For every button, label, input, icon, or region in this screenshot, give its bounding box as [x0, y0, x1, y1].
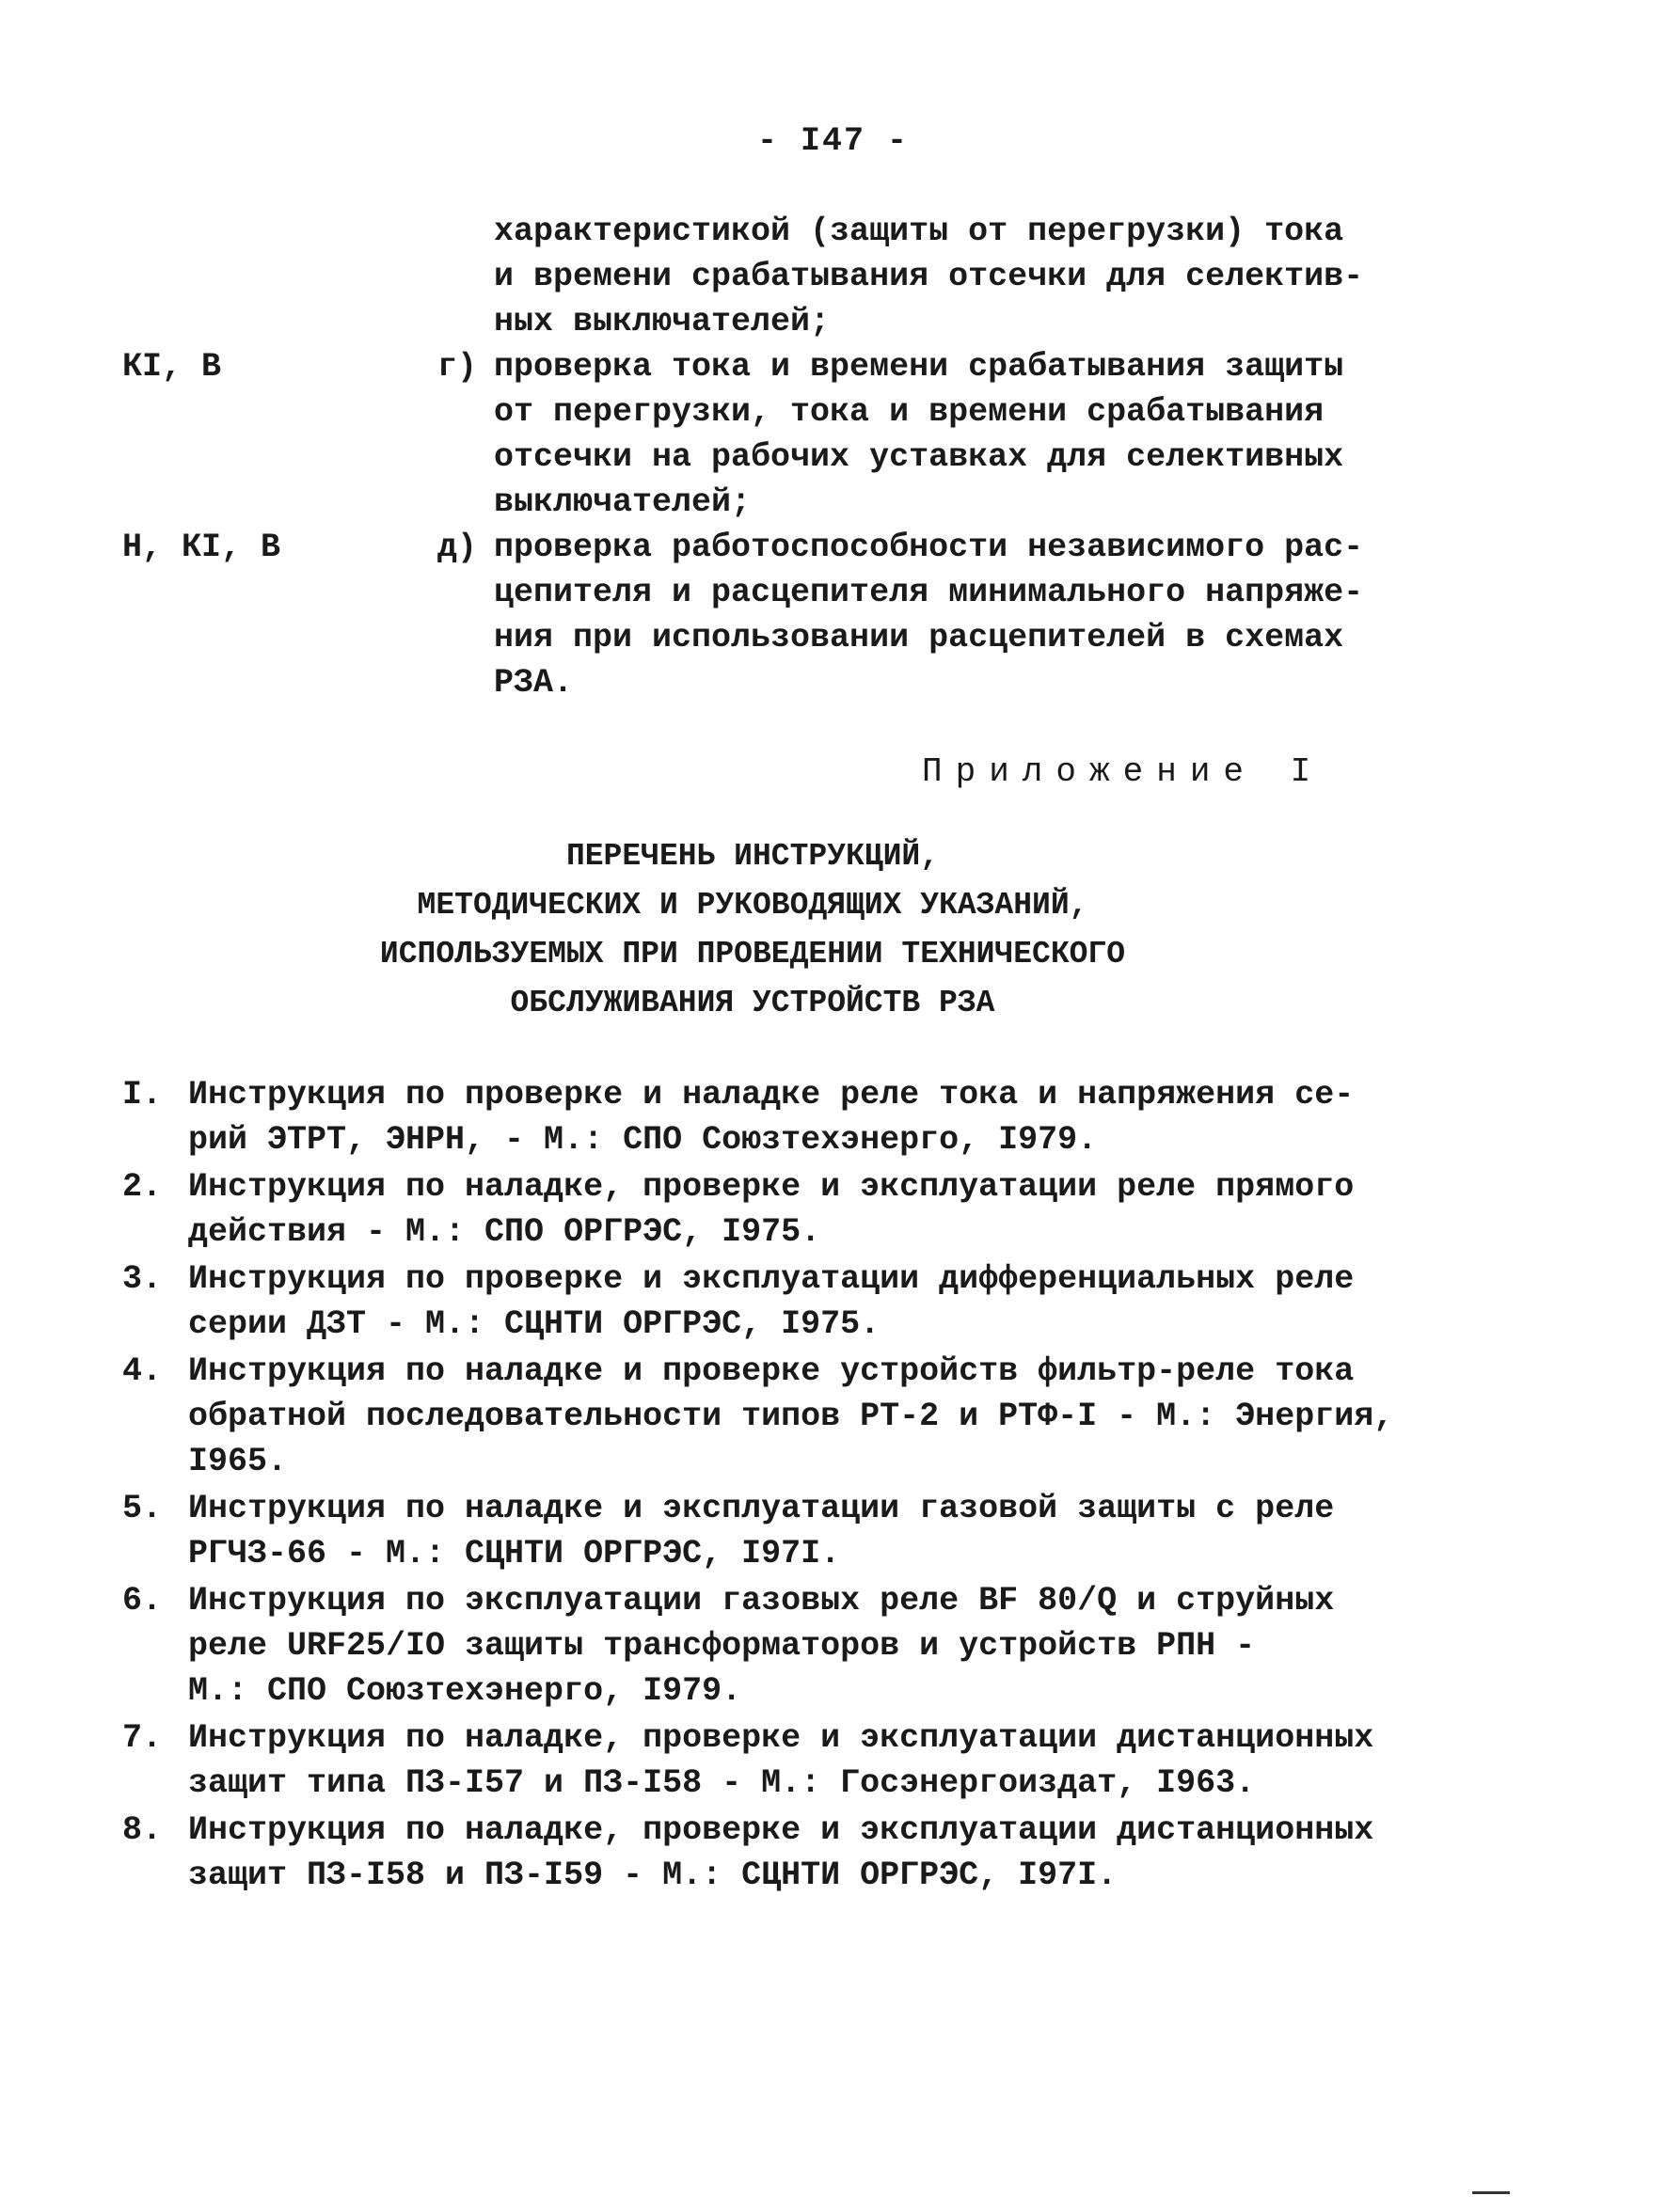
- text-line: ния при использовании расцепителей в схемах: [494, 619, 1344, 656]
- text-line: ных выключателей;: [494, 303, 831, 340]
- item-line: Инструкция по наладке и эксплуатации газовой защиты с реле: [188, 1490, 1335, 1527]
- item-codes: КI, В: [122, 348, 222, 386]
- item-line: рий ЭТРТ, ЭНРН, - М.: СПО Союзтехэнерго, I979.: [188, 1121, 1098, 1159]
- item-line: обратной последовательности типов РТ-2 и РТФ-I - М.: Энергия,: [188, 1398, 1394, 1435]
- text-line: и времени срабатывания отсечки для селектив-: [494, 258, 1364, 295]
- item-d: [0, 525, 1666, 705]
- list-item: [0, 1164, 1666, 1255]
- section-heading: [0, 832, 1505, 1028]
- text-line: цепителя и расцепителя минимального напряже-: [494, 574, 1364, 611]
- item-number: 6.: [122, 1582, 163, 1620]
- item-line: Инструкция по наладке, проверке и эксплуатации дистанционных: [188, 1811, 1374, 1849]
- list-item: [0, 1808, 1666, 1898]
- item-line: Инструкция по эксплуатации газовых реле BF 80/Q и струйных: [188, 1582, 1335, 1620]
- heading-line: МЕТОДИЧЕСКИХ И РУКОВОДЯЩИХ УКАЗАНИЙ,: [417, 888, 1088, 923]
- item-line: реле URF25/IO защиты трансформаторов и устройств РПН -: [188, 1627, 1256, 1665]
- item-codes: Н, КI, В: [122, 529, 281, 566]
- text-line: РЗА.: [494, 664, 574, 702]
- heading-line: ИСПОЛЬЗУЕМЫХ ПРИ ПРОВЕДЕНИИ ТЕХНИЧЕСКОГО: [379, 937, 1126, 972]
- item-line: I965.: [188, 1443, 288, 1480]
- list-item: [0, 1578, 1666, 1714]
- item-number: 7.: [122, 1719, 163, 1757]
- item-line: Инструкция по проверке и эксплуатации дифференциальных реле: [188, 1260, 1355, 1298]
- corner-mark: [1472, 2191, 1510, 2194]
- item-line: защит ПЗ-I58 и ПЗ-I59 - М.: СЦНТИ ОРГРЭС, I97I.: [188, 1856, 1118, 1894]
- text-line: отсечки на рабочих уставках для селективных: [494, 438, 1344, 476]
- text-line: проверка тока и времени срабатывания защиты: [494, 348, 1344, 386]
- item-number: 8.: [122, 1811, 163, 1849]
- item-g: [0, 344, 1666, 525]
- item-number: 4.: [122, 1352, 163, 1390]
- item-line: М.: СПО Союзтехэнерго, I979.: [188, 1672, 742, 1710]
- text-line: выключателей;: [494, 483, 752, 521]
- list-item: [0, 1349, 1666, 1484]
- appendix-label: Приложение I: [922, 752, 1325, 791]
- item-number: 3.: [122, 1260, 163, 1298]
- item-line: серии ДЗТ - М.: СЦНТИ ОРГРЭС, I975.: [188, 1305, 881, 1343]
- item-line: Инструкция по наладке, проверке и эксплуатации реле прямого: [188, 1168, 1355, 1206]
- item-number: 5.: [122, 1490, 163, 1527]
- text-line: характеристикой (защиты от перегрузки) тока: [494, 213, 1344, 250]
- item-line: Инструкция по наладке, проверке и эксплуатации дистанционных: [188, 1719, 1374, 1757]
- list-item: [0, 1715, 1666, 1806]
- text-line: проверка работоспособности независимого рас-: [494, 529, 1364, 566]
- list-item: [0, 1072, 1666, 1162]
- page-number: - I47 -: [756, 122, 910, 160]
- item-line: Инструкция по наладке и проверке устройств фильтр-реле тока: [188, 1352, 1355, 1390]
- heading-line: ОБСЛУЖИВАНИЯ УСТРОЙСТВ РЗА: [510, 986, 995, 1020]
- intro-continuation: [0, 209, 1666, 344]
- text-line: от перегрузки, тока и времени срабатывания: [494, 393, 1325, 431]
- list-item: [0, 1486, 1666, 1576]
- item-number: 2.: [122, 1168, 163, 1206]
- item-line: Инструкция по проверке и наладке реле тока и напряжения се-: [188, 1076, 1355, 1114]
- instruction-list: [0, 1072, 1666, 1900]
- item-line: действия - М.: СПО ОРГРЭС, I975.: [188, 1213, 821, 1251]
- heading-line: ПЕРЕЧЕНЬ ИНСТРУКЦИЙ,: [565, 839, 940, 874]
- item-letter: д): [437, 529, 478, 566]
- item-line: защит типа ПЗ-I57 и ПЗ-I58 - М.: Госэнергоиздат, I963.: [188, 1764, 1256, 1802]
- item-letter: г): [437, 348, 478, 386]
- list-item: [0, 1256, 1666, 1347]
- item-number: I.: [122, 1076, 163, 1114]
- item-line: РГЧЗ-66 - М.: СЦНТИ ОРГРЭС, I97I.: [188, 1535, 841, 1572]
